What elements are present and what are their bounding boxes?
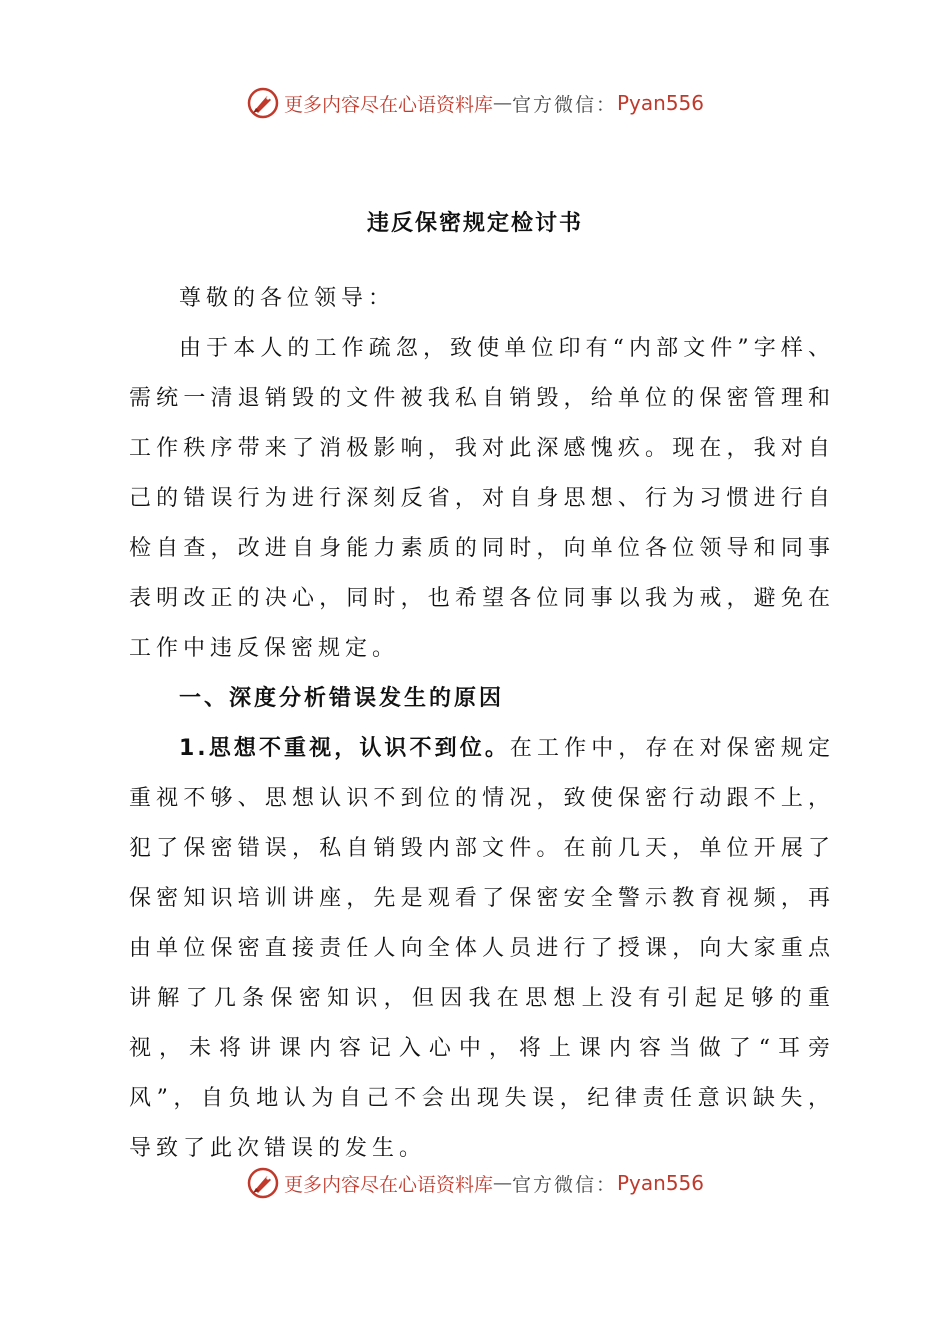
banner-site-text: 更多内容尽在心语资料库: [283, 1173, 493, 1196]
section-heading: 一、深度分析错误发生的原因: [179, 686, 505, 711]
banner-wechat-id: Pyan556: [617, 91, 705, 115]
document-body: [129, 274, 835, 1174]
salutation: 尊敬的各位领导：: [179, 286, 396, 311]
banner-wechat-id: Pyan556: [617, 1171, 705, 1195]
pen-nib-logo-icon: [246, 1166, 280, 1200]
pen-nib-logo-icon: [246, 86, 280, 120]
point-body: 在工作中，存在对保密规定重视不够、思想认识不到位的情况，致使保密行动跟不上，犯了保密错误，私自销毁内部文件。在前几天，单位开展了保密知识培训讲座，先是观看了保密安全警示教育视频，再由单位保密直接责任人向全体人员进行了授课，向大家重点讲解了几条保密知识，但因我在思想上没有引起足够的重视，未将讲课内容记入心中，将上课内容当做了“耳旁风”，自负地认为自己不会出现失误，纪律责任意识缺失，导致了此次错误的发生。: [129, 736, 835, 1161]
intro-paragraph: 由于本人的工作疏忽，致使单位印有“内部文件”字样、需统一清退销毁的文件被我私自销毁，给单位的保密管理和工作秩序带来了消极影响，我对此深感愧疚。现在，我对自己的错误行为进行深刻反省，对自身思想、行为习惯进行自检自查，改进自身能力素质的同时，向单位各位领导和同事表明改正的决心，同时，也希望各位同事以我为戒，避免在工作中违反保密规定。: [129, 336, 835, 661]
footer-banner: [0, 1163, 950, 1203]
banner-separator: —: [492, 1172, 512, 1194]
banner-wechat-label: 官方微信：: [511, 1173, 617, 1196]
point-paragraph: [129, 724, 835, 1174]
banner-site-text: 更多内容尽在心语资料库: [283, 93, 493, 116]
banner-wechat-label: 官方微信：: [511, 93, 617, 116]
banner-separator: —: [492, 92, 512, 114]
header-banner: [0, 83, 950, 123]
page-title: 违反保密规定检讨书: [366, 211, 583, 236]
point-lead: 1.思想不重视，认识不到位。: [179, 736, 510, 761]
